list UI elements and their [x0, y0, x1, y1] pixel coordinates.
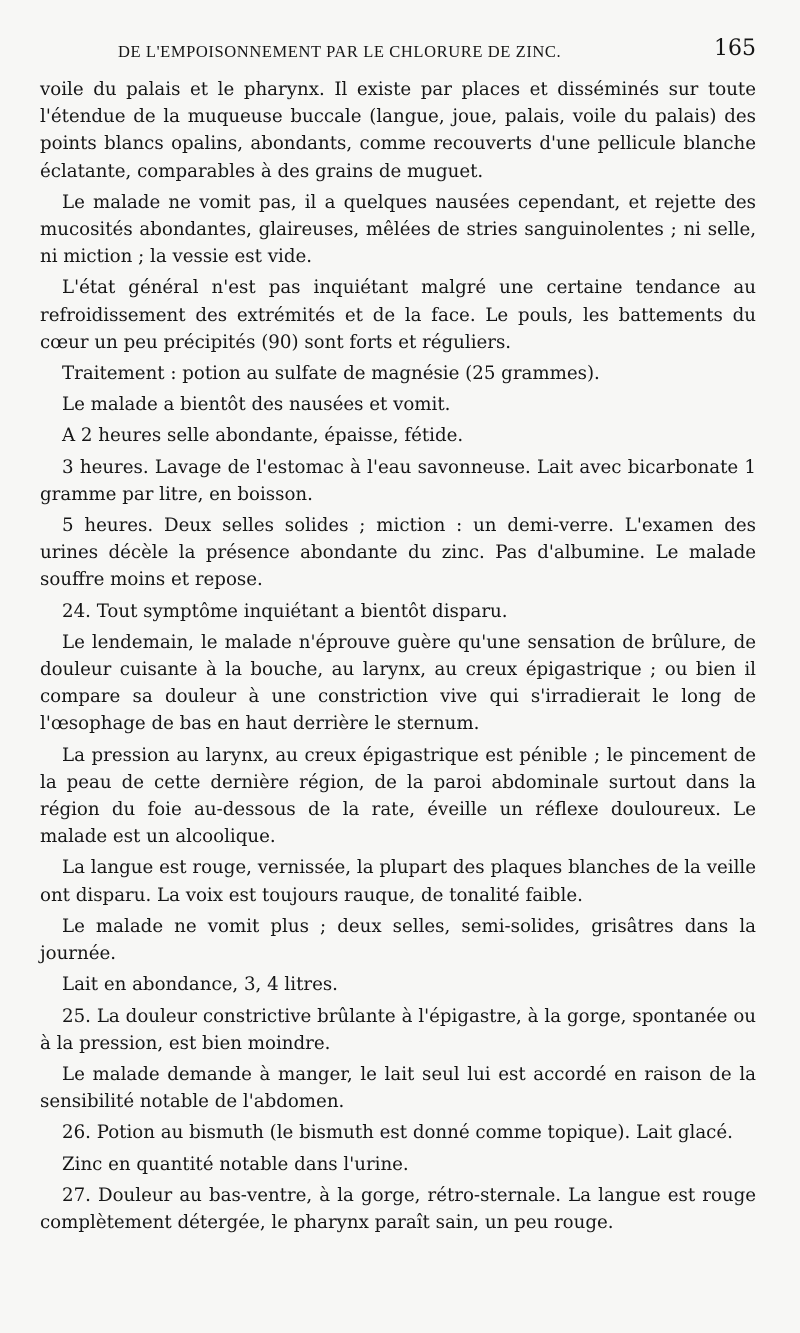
paragraph-continuation: voile du palais et le pharynx. Il existe par places et disséminés sur toute l'étendue de la muqueuse buccale (langue, joue, palais, voile du palais) des points blancs opalins, abondants, comme recouverts d'une pellicule blanche éclatante, comparables à des grains de muguet.: [40, 79, 756, 182]
page-body: [40, 76, 756, 1236]
paragraph: La langue est rouge, vernissée, la plupart des plaques blanches de la veille ont disparu. La voix est toujours rauque, de tonalité faible.: [40, 857, 756, 906]
paragraph: Le malade ne vomit plus ; deux selles, semi-solides, grisâtres dans la journée.: [40, 915, 756, 965]
running-title: DE L'EMPOISONNEMENT PAR LE CHLORURE DE ZINC.: [118, 42, 562, 61]
paragraph: Lait en abondance, 3, 4 litres.: [62, 974, 338, 996]
paragraph: Le malade ne vomit pas, il a quelques nausées cependant, et rejette des mucosités abondantes, glaireuses, mêlées de stries sanguinolentes ; ni selle, ni miction ; la vessie est vide.: [40, 191, 756, 268]
paragraph: Zinc en quantité notable dans l'urine.: [62, 1153, 409, 1175]
running-header: [118, 30, 756, 70]
paragraph: A 2 heures selle abondante, épaisse, fétide.: [62, 425, 464, 447]
paragraph: 3 heures. Lavage de l'estomac à l'eau savonneuse. Lait avec bicarbonate 1 gramme par litre, en boisson.: [40, 456, 756, 505]
paragraph: 27. Douleur au bas-ventre, à la gorge, rétro-sternale. La langue est rouge complètement détergée, le pharynx paraît sain, un peu rouge.: [40, 1184, 756, 1233]
paragraph: La pression au larynx, au creux épigastrique est pénible ; le pincement de la peau de cette dernière région, de la paroi abdominale surtout dans la région du foie au-dessous de la rate, éveille un réflexe douloureux. Le malade est un alcoolique.: [40, 744, 756, 848]
paragraph: L'état général n'est pas inquiétant malgré une certaine tendance au refroidissement des extrémités et de la face. Le pouls, les battements du cœur un peu précipités (90) sont forts et réguliers.: [40, 277, 756, 353]
paragraph: Le lendemain, le malade n'éprouve guère qu'une sensation de brûlure, de douleur cuisante à la bouche, au larynx, au creux épigastrique ; ou bien il compare sa douleur à une constriction vive qui s'irradierait le long de l'œsophage de bas en haut derrière le sternum.: [40, 631, 756, 735]
paragraph: 5 heures. Deux selles solides ; miction : un demi-verre. L'examen des urines décèle la présence abondante du zinc. Pas d'albumine. Le malade souffre moins et repose.: [40, 515, 756, 591]
paragraph: 26. Potion au bismuth (le bismuth est donné comme topique). Lait glacé.: [62, 1122, 733, 1144]
page-number: 165: [714, 36, 756, 61]
paragraph: 24. Tout symptôme inquiétant a bientôt disparu.: [62, 600, 508, 622]
paragraph: Le malade a bientôt des nausées et vomit.: [62, 394, 451, 416]
paragraph: 25. La douleur constrictive brûlante à l'épigastre, à la gorge, spontanée ou à la pression, est bien moindre.: [40, 1005, 756, 1054]
paragraph: Le malade demande à manger, le lait seul lui est accordé en raison de la sensibilité notable de l'abdomen.: [40, 1063, 756, 1113]
paragraph: Traitement : potion au sulfate de magnésie (25 grammes).: [62, 363, 600, 385]
